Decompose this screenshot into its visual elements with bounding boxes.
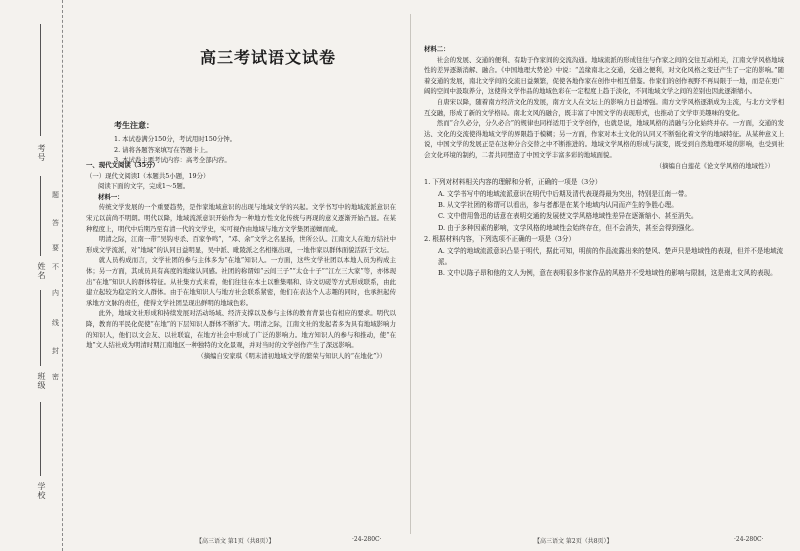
part1-heading: 一、现代文阅读（35分）: [86, 161, 159, 169]
name-line: [40, 176, 41, 256]
name-label: 姓名: [37, 262, 46, 280]
notice-heading: 考生注意：: [114, 120, 154, 130]
question-2: 2. 根据材料内容，下列选项不正确的一项是（3分）: [424, 235, 576, 244]
left-page-code: ·24-280C·: [352, 536, 382, 543]
school-label: 学校: [37, 482, 46, 500]
seal-char: 密: [52, 373, 59, 381]
q1-option-c[interactable]: C. 文中借用鲁迅的话意在表明交通的发展使文学风格地域性差异在逐渐缩小、甚至消失。: [438, 212, 698, 221]
binding-strip: [0, 0, 63, 551]
part1-section: [86, 160, 396, 361]
q2-option-b[interactable]: B. 文中以陈子昂和他的文人为例，意在表明很多作家作品的风格并不受地域性的影响与限制，这是南北文风的表现。: [438, 269, 777, 278]
seal-char: 内: [52, 289, 59, 297]
material1-paragraph: 此外，地域文社形成和持续发展对活动场域、经济支撑以及参与主体的教育背景也有相应的要求。明代以降，教育的平民化促使“在地”的下层知识人群体不断扩大。明清之际，江南文社的发起者多为具有地域影响力的知识人，他们以文会友、以社联谊，在地方社会中形成了广泛的影响力。地方知识人的参与和推动，使“在地”文人结社成为明清时期江南地区一种独特的文化景观，并对当时的文学创作产生了深远影响。: [86, 309, 396, 350]
school-line: [40, 402, 41, 476]
material2-paragraph: 自唐宋以降，随着南方经济文化的发展，南方文人在文坛上的影响力日益增强。南方文学风格逐渐成为主流，与北方文学相互交融，形成了新的文学格局。南北文风的融合，既丰富了中国文学的表现形式，也推动了文学审美趣味的变化。: [424, 97, 784, 117]
notice-item: 3. 本试卷主要考试内容：高考全部内容。: [114, 156, 231, 164]
material1-source: （摘编自安家琪《明末清初地域文学的繁荣与知识人的“在地化”》）: [197, 351, 386, 360]
q2-option-a[interactable]: A. 文学的地域流派意识凸显于明代，据此可知，明前的作品流露出来的楚风、楚声只是地域性的表现，但并不是地域流派。: [438, 246, 784, 266]
seal-char: 要: [52, 244, 59, 252]
page-divider: [410, 14, 411, 534]
material1-paragraph: 就人员构成而言，文学社团的参与主体多为“在地”知识人。一方面，这些文学社团以本地人员为构成主体；另一方面，其成员具有高度的地缘认同感。社团的称谓如“云间三子”“太仓十子”“江左三大家”等，亦体现出“在地”知识人的群体特征。从社集方式来看，他们往往在本土以雅集唱和、诗文切磋等方式形成联系，由此建立起较为稳定的文人群体。由于在地知识人与地方社会联系紧密，他们在表达个人志趣的同时，也承担起传承地方文脉的责任，使得文学社团呈现出鲜明的地域色彩。: [86, 256, 396, 307]
right-page-code: ·24-280C·: [734, 536, 764, 543]
class-label: 班级: [37, 372, 46, 390]
right-page-content: [424, 44, 784, 280]
part1-instruction: 阅读下面的文字，完成1～5题。: [98, 182, 190, 191]
exam-number-label: 考号: [37, 144, 46, 162]
seal-char: 线: [52, 319, 59, 327]
seal-char: 封: [52, 347, 59, 355]
seal-char: 不: [52, 263, 59, 271]
left-page-number: 【高三语文 第1页（共8页）】: [196, 538, 275, 545]
material1-paragraph: 明清之际，江南一带“吴钩枣杀、百家争鸣”，“邓、余”文学之名显扬，世所公认。江南文人在地方结社中形成文学流派，对“地域”的认同日益明显，吴中派、毗陵派之名相继出现，一地作家以群体面貌活跃于文坛。: [86, 235, 396, 254]
q1-option-a[interactable]: A. 文学书写中的地域流派意识在明代中后期及清代表现得最为突出，特别是江南一带。: [438, 189, 691, 198]
material1-paragraph: 传统文学发展的一个重要趋势，是作家地域意识的出现与地域文学的兴起。文学书写中的地域流派意识在宋元以前尚不明朗。明代以降，地域流派意识开始作为一种地方性文化传统与再现的意义逐渐开始凸显。在某种程度上，明代中后期乃至有清一代的文学史，实可视作由地域与地方文学集团递嬗而成。: [86, 203, 396, 233]
material2-paragraph: 社会的发展、交通的便利、有助于作家间的交流沟通。地域流派的形成往往与作家之间的交往互动相关，江南文学风格地域性的差异逐渐消解、融合。《中国地理大势论》中说：“盖缘南北之交通，交通之便利，对文化风格之变迁产生了一定的影响。”随着交通的发展，南北文学间的交流日益频繁，促使各地作家在创作中相互借鉴。作家们的创作视野不再局限于一地，而是在更广阔的空间中汲取养分，这使得文学作品的地域色彩在一定程度上趋于淡化，不同地域文学之间的差别也因此逐渐缩小。: [424, 55, 784, 96]
material2-paragraph: 然而“合久必分，分久必合”的规律也同样适用于文学创作，也就是说，地域风格的消融与分化始终并存。一方面，交通的发达、文化的交流使得地域文学的界限趋于模糊；另一方面，作家对本土文化的认同又不断强化着文学的地域特征。从某种意义上说，中国文学的发展正是在这种分合交替之中不断推进的。地域文学风格的形成与演变，既受到自然地理环境的影响，也受到社会文化环境的制约，二者共同塑造了中国文学丰富多彩的地域面貌。: [424, 119, 784, 159]
page-title: 高三考试语文试卷: [199, 48, 336, 67]
material1-label: 材料一：: [98, 192, 124, 201]
exam-number-line: [40, 24, 41, 136]
q1-option-d[interactable]: D. 由于多种因素的影响，文学风格的地域性会始终存在，但不会消失，甚至会得到强化。: [438, 223, 698, 232]
seal-char: 答: [52, 219, 59, 227]
notice-item: 2. 请将各题答案填写在答题卡上。: [114, 145, 212, 154]
material2-label: 材料二：: [424, 45, 450, 53]
class-line: [40, 290, 41, 366]
q1-option-b[interactable]: B. 从文学社团的称谓可以看出，参与者都是在某个地域内认同而产生的争胜心理。: [438, 200, 678, 209]
part1-subheading: （一）现代文阅读Ⅰ（本题共5小题，19分）: [86, 171, 210, 180]
material2-source: （摘编自白莲花《论文学风格的地域性》）: [655, 161, 774, 170]
notice-item: 1. 本试卷满分150分，考试用时150分钟。: [114, 135, 236, 143]
right-page-number: 【高三语文 第2页（共8页）】: [534, 538, 613, 545]
question-1: 1. 下列对材料相关内容的理解和分析，正确的一项是（3分）: [424, 178, 602, 187]
seal-char: 题: [52, 191, 59, 199]
